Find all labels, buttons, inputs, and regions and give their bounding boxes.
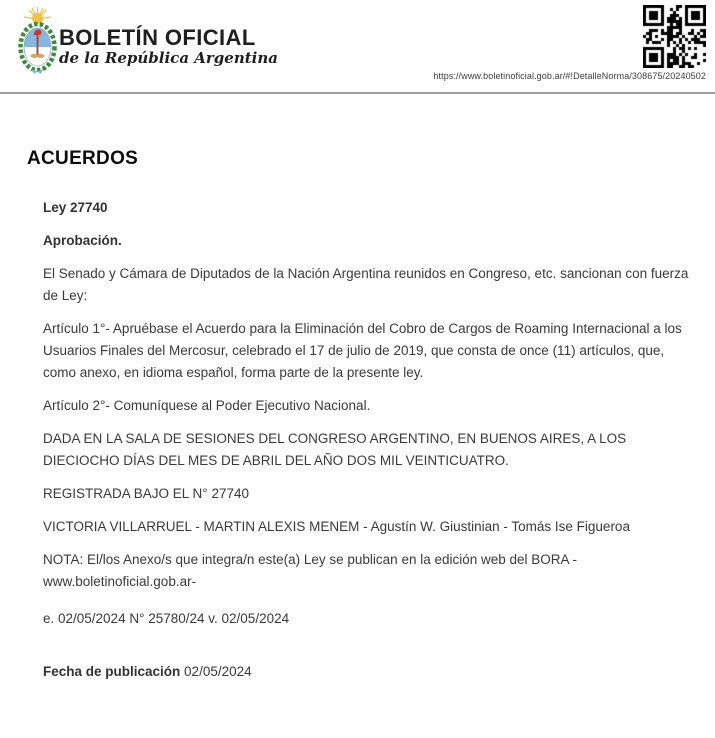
brand-wordmark [59,26,278,67]
section-title: ACUERDOS [27,148,139,169]
paragraph-preamble: El Senado y Cámara de Diputados de la Nación Argentina reunidos en Congreso, etc. sancionan con fuerza de Ley: [43,266,689,303]
issue-line: e. 02/05/2024 N° 25780/24 v. 02/05/2024 [43,611,290,626]
paragraph-signatories: VICTORIA VILLARRUEL - MARTIN ALEXIS MENEM - Agustín W. Giustinian - Tomás Ise Figueroa [43,519,630,534]
paragraph-article-1: Artículo 1°- Apruébase el Acuerdo para la Eliminación del Cobro de Cargos de Roaming Internacional a los Usuarios Finales del Mercosur, celebrado el 17 de julio de 2019, que consta de once (11) artículos, que, como anexo, en idioma español, forma parte de la presente ley. [43,321,682,380]
coat-of-arms-logo [10,6,65,76]
norm-content [0,94,715,694]
law-subject: Aprobación. [43,233,122,248]
paragraph-registrada: REGISTRADA BAJO EL N° 27740 [43,486,249,501]
paragraph-nota: NOTA: El/los Anexo/s que integra/n este(a) Ley se publican en la edición web del BORA -www.boletinoficial.gob.ar- [43,552,578,589]
paragraph-dada: DADA EN LA SALA DE SESIONES DEL CONGRESO ARGENTINO, EN BUENOS AIRES, A LOS DIECIOCHO DÍAS DEL MES DE ABRIL DEL AÑO DOS MIL VEINTICUATRO. [43,431,627,468]
paragraph-article-2: Artículo 2°- Comuníquese al Poder Ejecutivo Nacional. [43,398,371,413]
publication-label: Fecha de publicación [43,664,181,679]
brand-title: BOLETÍN OFICIAL [59,25,256,50]
qr-code [643,5,706,68]
norm-url: https://www.boletinoficial.gob.ar/#!DetalleNorma/308675/20240502 [433,71,706,81]
publication-line [43,661,693,683]
norm-text [43,197,693,683]
law-number: Ley 27740 [43,200,108,215]
header [0,0,715,93]
brand-subtitle: de la República Argentina [59,49,278,67]
publication-date: 02/05/2024 [184,664,252,679]
